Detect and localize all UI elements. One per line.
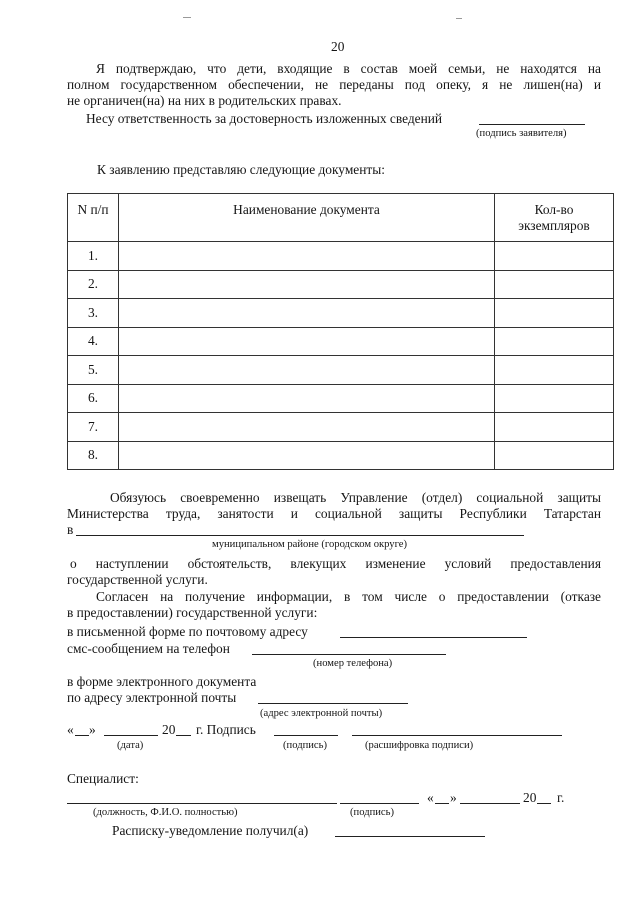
copies-cell[interactable] (495, 413, 614, 442)
document-name-cell[interactable] (119, 327, 495, 356)
table-row (68, 441, 614, 470)
municipality-field[interactable] (76, 535, 524, 536)
signature-decoding-field[interactable] (352, 735, 562, 736)
signature-caption: (подпись) (283, 740, 327, 751)
scan-mark (183, 17, 191, 18)
specialist-year-prefix: 20 (523, 790, 537, 805)
header-number: N п/п (68, 194, 119, 242)
table-row (68, 270, 614, 299)
electronic-option-label-1: в форме электронного документа (67, 674, 257, 689)
specialist-year-field[interactable] (537, 803, 551, 804)
specialist-signature-caption: (подпись) (350, 807, 394, 818)
obligation-line-4: государственной услуги. (67, 572, 208, 587)
day-field[interactable] (75, 735, 89, 736)
copies-cell[interactable] (495, 242, 614, 271)
row-number: 7. (68, 413, 119, 442)
specialist-year-suffix: г. (557, 790, 565, 805)
document-name-cell[interactable] (119, 441, 495, 470)
email-caption: (адрес электронной почты) (260, 708, 383, 719)
confirmation-line-3: не органичен(на) на них в родительских правах. (67, 93, 342, 108)
receipt-label: Расписку-уведомление получил(а) (112, 823, 309, 838)
date-caption: (дата) (117, 740, 144, 751)
specialist-position-field[interactable] (67, 803, 337, 804)
table-row (68, 384, 614, 413)
phone-number-caption: (номер телефона) (313, 658, 393, 669)
specialist-date-open-quote: « (427, 790, 434, 805)
copies-cell[interactable] (495, 384, 614, 413)
postal-option-label: в письменной форме по почтовому адресу (67, 624, 308, 639)
row-number: 3. (68, 299, 119, 328)
table-header-row (68, 194, 614, 242)
scan-mark (456, 18, 462, 19)
header-document-name: Наименование документа (119, 194, 495, 242)
table-row (68, 299, 614, 328)
specialist-label: Специалист: (67, 771, 139, 786)
date-close-quote: » (89, 722, 96, 737)
header-copies (495, 194, 614, 242)
row-number: 2. (68, 270, 119, 299)
row-number: 6. (68, 384, 119, 413)
responsibility-text: Несу ответственность за достоверность изложенных сведений (86, 111, 443, 126)
obligation-line-3: о наступлении обстоятельств, влекущих изменение условий предоставления (70, 556, 601, 571)
phone-number-field[interactable] (252, 654, 446, 655)
specialist-signature-field[interactable] (340, 803, 419, 804)
year-field[interactable] (176, 735, 191, 736)
header-copies-line-1: Кол-во (534, 202, 574, 217)
year-prefix: 20 (162, 722, 176, 737)
obligation-prefix: в (67, 522, 74, 537)
copies-cell[interactable] (495, 270, 614, 299)
applicant-signature-field[interactable] (479, 124, 585, 125)
applicant-signature-caption: (подпись заявителя) (476, 128, 567, 139)
page-number: 20 (331, 39, 345, 54)
document-name-cell[interactable] (119, 356, 495, 385)
specialist-month-field[interactable] (460, 803, 520, 804)
signature-decoding-caption: (расшифровка подписи) (365, 740, 474, 751)
document-name-cell[interactable] (119, 384, 495, 413)
confirmation-line-1: Я подтверждаю, что дети, входящие в состав моей семьи, не находятся на (96, 61, 601, 76)
obligation-line-1: Обязуюсь своевременно извещать Управление (отдел) социальной защиты (110, 490, 601, 505)
copies-cell[interactable] (495, 327, 614, 356)
specialist-date-close-quote: » (450, 790, 457, 805)
postal-address-field[interactable] (340, 637, 527, 638)
specialist-day-field[interactable] (435, 803, 449, 804)
month-field[interactable] (104, 735, 158, 736)
row-number: 8. (68, 441, 119, 470)
documents-table (67, 193, 614, 470)
municipality-caption: муниципальном районе (городском округе) (212, 539, 408, 550)
signature-field[interactable] (274, 735, 338, 736)
table-row (68, 413, 614, 442)
table-row (68, 327, 614, 356)
header-copies-line-2: экземпляров (518, 218, 590, 233)
copies-cell[interactable] (495, 299, 614, 328)
receipt-field[interactable] (335, 836, 485, 837)
sms-option-label: смс-сообщением на телефон (67, 641, 230, 656)
row-number: 1. (68, 242, 119, 271)
copies-cell[interactable] (495, 356, 614, 385)
obligation-line-2: Министерства труда, занятости и социальной защиты Республики Татарстан (67, 506, 601, 521)
year-suffix-signature: г. Подпись (196, 722, 256, 737)
documents-intro: К заявлению представляю следующие документы: (97, 162, 385, 177)
document-name-cell[interactable] (119, 299, 495, 328)
document-name-cell[interactable] (119, 270, 495, 299)
date-open-quote: « (67, 722, 74, 737)
table-row (68, 356, 614, 385)
document-name-cell[interactable] (119, 413, 495, 442)
email-field[interactable] (258, 703, 408, 704)
row-number: 4. (68, 327, 119, 356)
table-row (68, 242, 614, 271)
electronic-option-label-2: по адресу электронной почты (67, 690, 237, 705)
consent-line-2: в предоставлении) государственной услуги: (67, 605, 318, 620)
consent-line-1: Согласен на получение информации, в том числе о предоставлении (отказе (96, 589, 601, 604)
confirmation-line-2: полном государственном обеспечении, не переданы под опеку, я не лишен(на) и (67, 77, 601, 92)
specialist-position-caption: (должность, Ф.И.О. полностью) (93, 807, 238, 818)
copies-cell[interactable] (495, 441, 614, 470)
document-name-cell[interactable] (119, 242, 495, 271)
row-number: 5. (68, 356, 119, 385)
